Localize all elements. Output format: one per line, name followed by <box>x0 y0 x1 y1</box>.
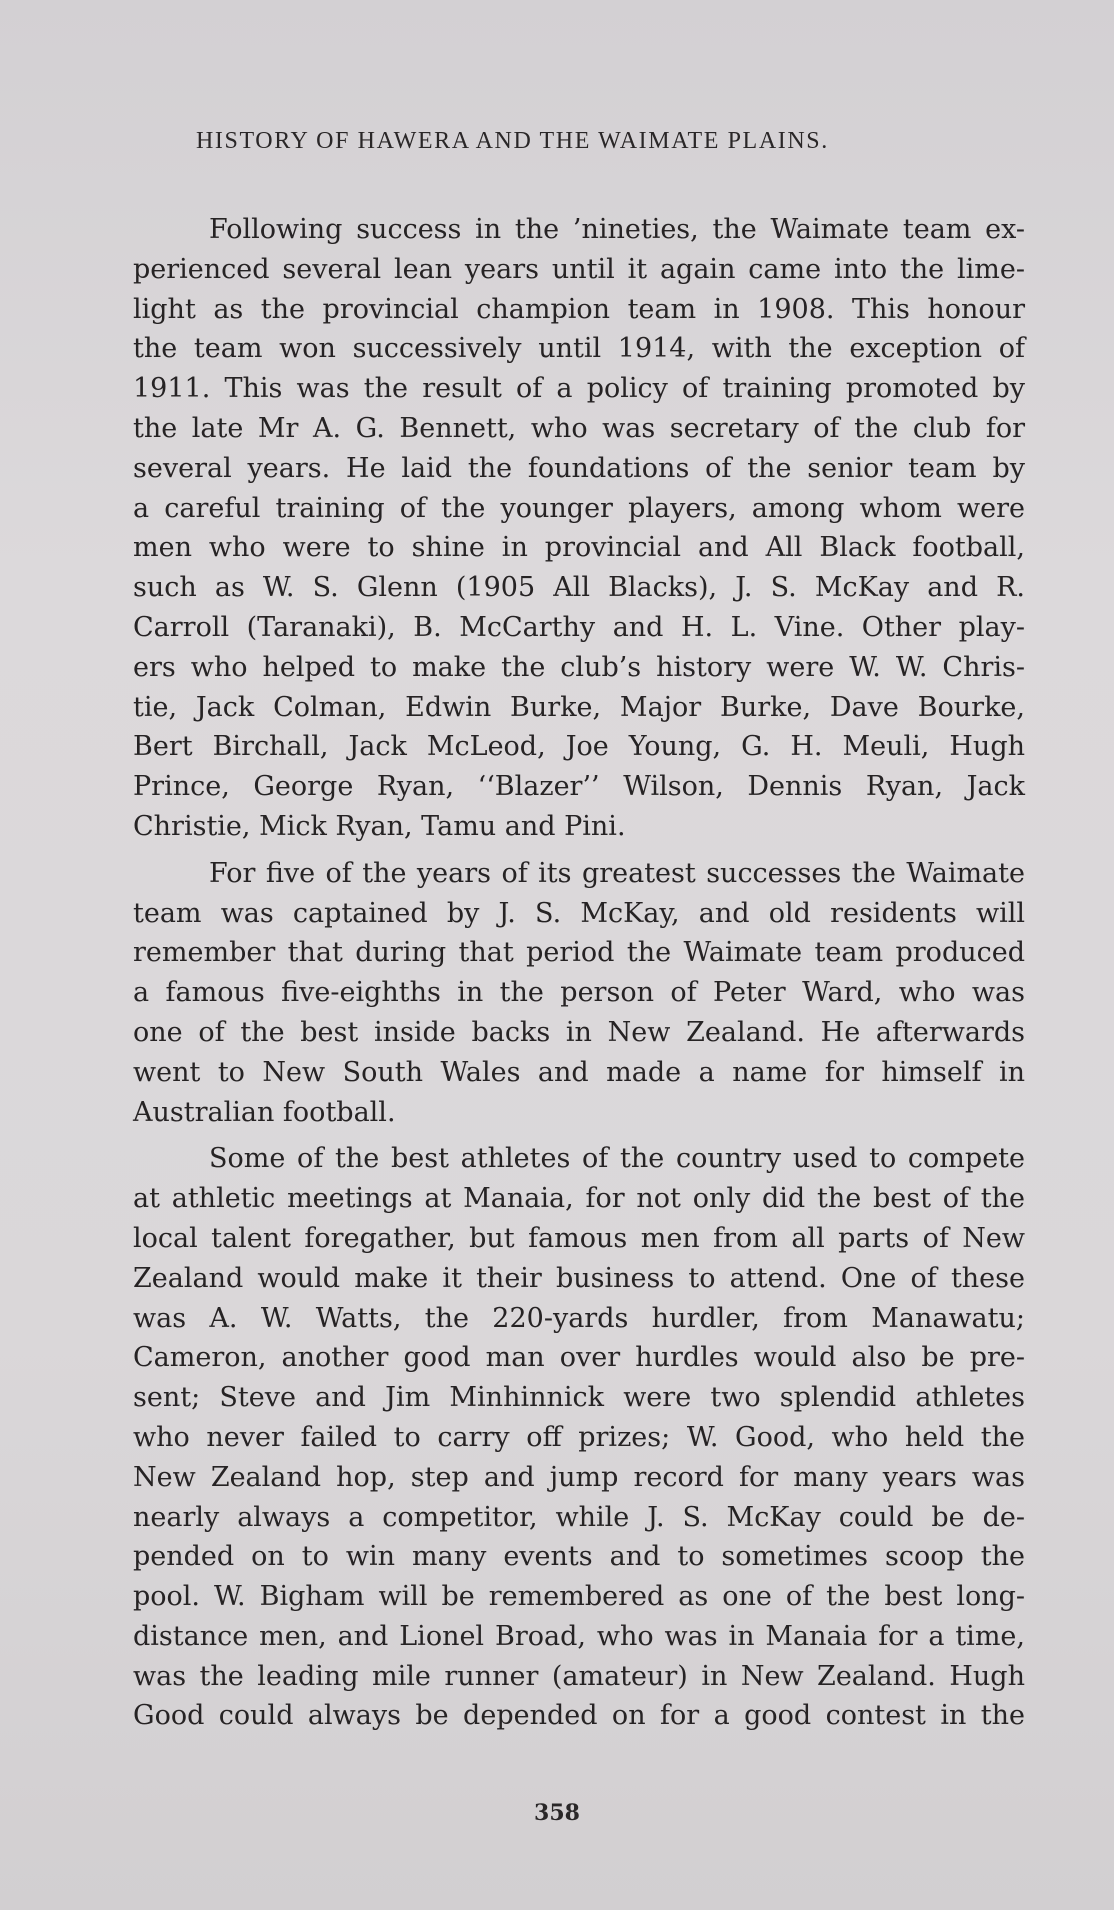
body-text <box>133 210 1025 1743</box>
text-line: remember that during that period the Waimate team produced <box>133 937 1025 969</box>
text-line: Prince, George Ryan, ‘‘Blazer’’ Wilson, Dennis Ryan, Jack <box>133 771 1025 803</box>
text-line: Following success in the ’nineties, the Waimate team ex- <box>209 214 1025 245</box>
text-line: perienced several lean years until it again came into the lime- <box>133 253 1025 285</box>
text-line: several years. He laid the foundations of the senior team by <box>133 452 1025 484</box>
text-line: nearly always a competitor, while J. S. McKay could be de- <box>133 1501 1025 1533</box>
text-line: sent; Steve and Jim Minhinnick were two splendid athletes <box>133 1382 1025 1414</box>
text-line: a famous five-eighths in the person of Peter Ward, who was <box>133 977 1025 1009</box>
paragraph-athletes <box>133 1139 1025 1736</box>
text-line: the team won successively until 1914, with the exception of <box>133 333 1025 365</box>
text-line: team was captained by J. S. McKay, and old residents will <box>133 897 1025 929</box>
text-line: Carroll (Taranaki), B. McCarthy and H. L. Vine. Other play- <box>133 611 1025 643</box>
text-line: was the leading mile runner (amateur) in New Zealand. Hugh <box>133 1660 1025 1692</box>
text-line: For five of the years of its greatest successes the Waimate <box>209 857 1025 889</box>
page-number: 358 <box>534 1800 580 1826</box>
text-line: New Zealand hop, step and jump record for many years was <box>133 1461 1025 1493</box>
text-line: light as the provincial champion team in 1908. This honour <box>133 293 1025 325</box>
text-line: men who were to shine in provincial and All Black football, <box>133 532 1025 564</box>
paragraph-rugby-success <box>133 210 1025 847</box>
text-line: distance men, and Lionel Broad, who was in Manaia for a time, <box>133 1620 1025 1652</box>
text-line: at athletic meetings at Manaia, for not only did the best of the <box>133 1183 1025 1215</box>
text-line: a careful training of the younger players, among whom were <box>133 492 1025 524</box>
text-line: local talent foregather, but famous men from all parts of New <box>133 1222 1025 1254</box>
text-line: 1911. This was the result of a policy of training promoted by <box>133 373 1025 405</box>
paragraph-mckay-captaincy <box>133 854 1025 1133</box>
text-line: Bert Birchall, Jack McLeod, Joe Young, G. H. Meuli, Hugh <box>133 731 1025 763</box>
text-line: who never failed to carry off prizes; W. Good, who held the <box>133 1421 1025 1453</box>
text-line: Good could always be depended on for a good contest in the <box>133 1700 1025 1732</box>
text-line: Cameron, another good man over hurdles would also be pre- <box>133 1342 1025 1374</box>
text-line: pool. W. Bigham will be remembered as one of the best long- <box>133 1581 1025 1613</box>
text-line: one of the best inside backs in New Zealand. He afterwards <box>133 1016 1025 1048</box>
text-line: tie, Jack Colman, Edwin Burke, Major Burke, Dave Bourke, <box>133 691 1025 723</box>
running-head: HISTORY OF HAWERA AND THE WAIMATE PLAINS. <box>196 128 829 154</box>
text-line: Australian football. <box>133 1096 396 1128</box>
text-line: ers who helped to make the club’s history were W. W. Chris- <box>133 651 1025 683</box>
text-line: Some of the best athletes of the country used to compete <box>209 1143 1025 1175</box>
text-line: the late Mr A. G. Bennett, who was secretary of the club for <box>133 412 1025 444</box>
text-line: was A. W. Watts, the 220-yards hurdler, from Manawatu; <box>133 1302 1025 1334</box>
text-line: such as W. S. Glenn (1905 All Blacks), J. S. McKay and R. <box>133 572 1025 604</box>
text-line: pended on to win many events and to sometimes scoop the <box>133 1541 1025 1573</box>
text-line: Zealand would make it their business to attend. One of these <box>133 1262 1025 1294</box>
text-line: went to New South Wales and made a name for himself in <box>133 1056 1025 1088</box>
text-line: Christie, Mick Ryan, Tamu and Pini. <box>133 810 626 842</box>
